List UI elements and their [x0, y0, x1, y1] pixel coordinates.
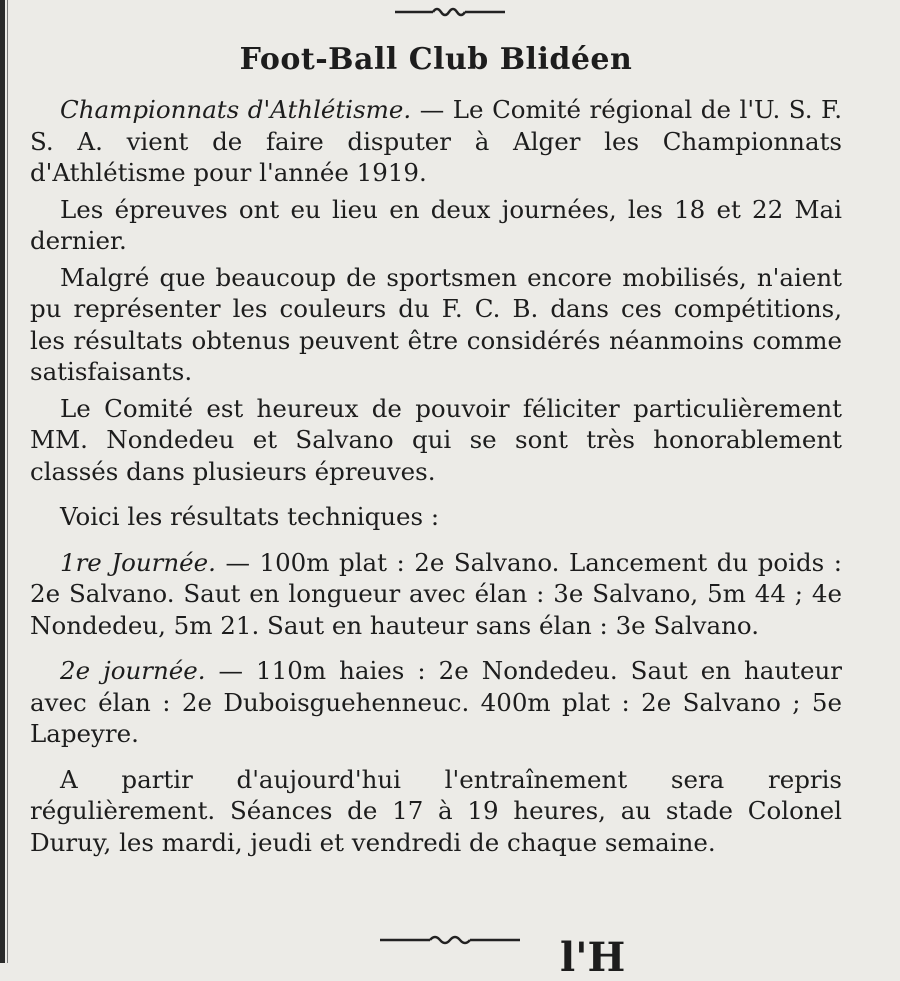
- day-one-results: — 100m plat : 2e Salvano. Lancement du poids : 2e Salvano. Saut en longueur avec élan : 3e Salvano, 5m 44 ; 4e Nondedeu, 5m 21. Saut en hauteur sans élan : 3e Salvano.: [30, 547, 842, 640]
- article-title: Foot-Ball Club Blidéen: [239, 42, 633, 77]
- next-article-heading-fragment: [560, 934, 880, 981]
- day-two-results: — 110m haies : 2e Nondedeu. Saut en hauteur avec élan : 2e Duboisguehenneuc. 400m plat : 2e Salvano ; 5e Lapeyre.: [30, 656, 842, 748]
- top-ornament: [0, 0, 900, 24]
- day-two-lead: 2e journée.: [60, 656, 206, 685]
- next-heading-text: l'H: [560, 934, 626, 981]
- day-one-lead: 1re Journée.: [60, 547, 216, 577]
- column-rule: [0, 0, 5, 963]
- article: [30, 40, 842, 863]
- intro-lead: Championnats d'Athlétisme.: [60, 95, 412, 124]
- paragraph-results-intro: Voici les résultats techniques :: [60, 502, 440, 531]
- paragraph-dates: Les épreuves ont eu lieu en deux journées, les 18 et 22 Mai dernier.: [30, 194, 842, 255]
- paragraph-congrats: Le Comité est heureux de pouvoir féliciter particulièrement MM. Nondedeu et Salvano qui se sont très honorablement classés dans plusieurs épreuves.: [30, 393, 842, 486]
- intro-text: — Le Comité régional de l'U. S. F. S. A. vient de faire disputer à Alger les Championnats d'Athlétisme pour l'année 1919.: [30, 95, 842, 187]
- paragraph-day-two: [30, 655, 842, 750]
- paragraph-context: Malgré que beaucoup de sportsmen encore mobilisés, n'aient pu représenter les couleurs du F. C. B. dans ces compétitions, les résultats obtenus peuvent être considérés néanmoins comme satisfaisants.: [30, 262, 842, 386]
- column-rule-thin: [7, 0, 8, 963]
- paragraph-training: A partir d'aujourd'hui l'entraînement sera repris régulièrement. Séances de 17 à 19 heures, au stade Colonel Duruy, les mardi, jeudi et vendredi de chaque semaine.: [30, 764, 842, 857]
- paragraph-day-one: [30, 547, 842, 642]
- paragraph-intro: [30, 94, 842, 189]
